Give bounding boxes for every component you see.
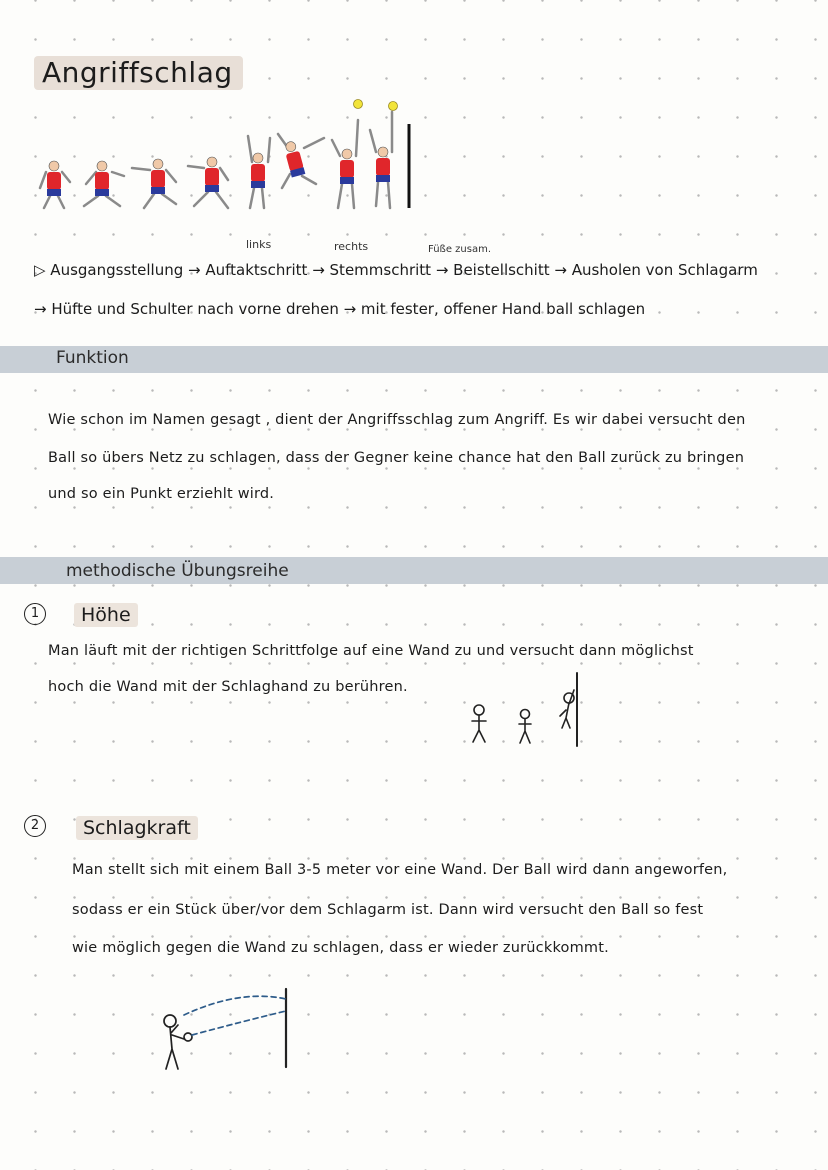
- sequence-line-1: ▷ Ausgangsstellung → Auftaktschritt → Stemmschritt → Beistellschitt → Ausholen von Schlagarm: [34, 261, 758, 279]
- funktion-line-2: Ball so übers Netz zu schlagen, dass der Gegner keine chance hat den Ball zurück zu bringen: [48, 450, 745, 466]
- volleyball-spike-sequence-icon: [36, 96, 426, 216]
- exercise-number-1: 1: [24, 603, 46, 625]
- section-heading-funktion: Funktion: [56, 348, 129, 368]
- exercise-title-2: Schlagkraft: [76, 816, 198, 840]
- exercise-2-line-1: Man stellt sich mit einem Ball 3-5 meter vor eine Wand. Der Ball wird dann angeworfen,: [72, 862, 728, 878]
- funktion-line-3: und so ein Punkt erziehlt wird.: [48, 486, 275, 502]
- exercise-1-line-2: hoch die Wand mit der Schlaghand zu berühren.: [48, 679, 408, 695]
- exercise-1-line-1: Man läuft mit der richtigen Schrittfolge auf eine Wand zu und versucht dann möglichst: [48, 643, 694, 659]
- exercise-title-1: Höhe: [74, 603, 138, 627]
- exercise-2-line-2: sodass er ein Stück über/vor dem Schlagarm ist. Dann wird versucht den Ball so fest: [72, 902, 704, 918]
- annotation-fuesse: Füße zusam.: [428, 244, 492, 255]
- stick-figures-jump-wall-icon: [462, 668, 592, 750]
- sequence-line-2: → Hüfte und Schulter nach vorne drehen → mit fester, offener Hand ball schlagen: [34, 300, 646, 318]
- exercise-2-line-3: wie möglich gegen die Wand zu schlagen, dass er wieder zurückkommt.: [72, 940, 609, 956]
- page-title: Angriffschlag: [34, 56, 243, 90]
- annotation-links: links: [246, 238, 272, 251]
- stick-figure-ball-wall-icon: [150, 985, 300, 1075]
- section-heading-uebungsreihe: methodische Übungsreihe: [66, 561, 289, 581]
- funktion-line-1: Wie schon im Namen gesagt , dient der Angriffsschlag zum Angriff. Es wir dabei versucht den: [48, 412, 746, 428]
- annotation-rechts: rechts: [334, 240, 369, 253]
- exercise-number-2: 2: [24, 815, 46, 837]
